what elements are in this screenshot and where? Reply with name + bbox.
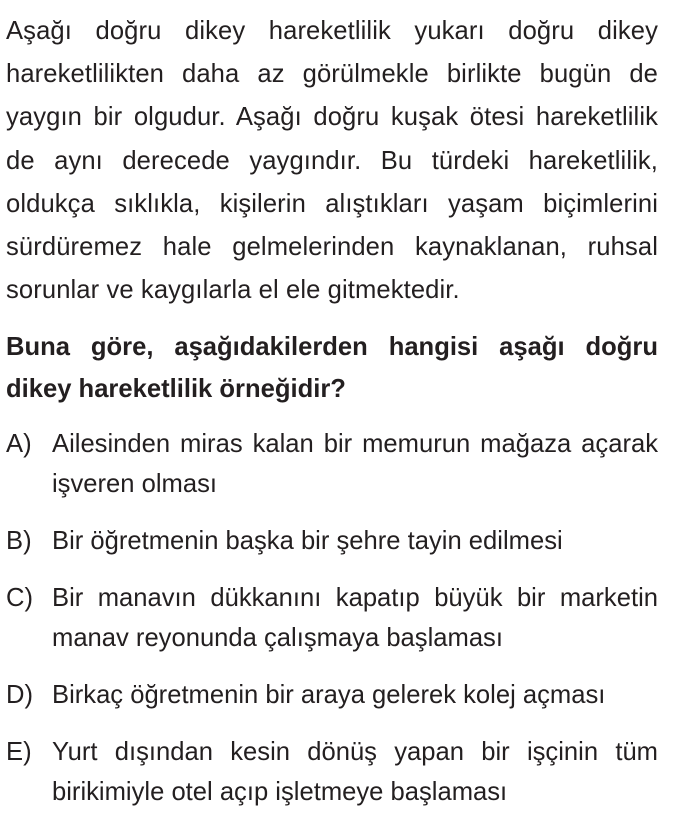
option-letter: D) [6,681,34,710]
option-d[interactable] [6,675,658,715]
option-text: Bir manavın dükkanını kapatıp büyük bir marketin manav reyonunda çalışmaya başlaması [52,584,658,653]
option-text: Birkaç öğretmenin bir araya gelerek kolej açması [52,681,606,710]
option-e[interactable] [6,732,658,812]
answer-options [6,424,658,812]
question-stem: Buna göre, aşağıdakilerden hangisi aşağı doğru dikey hareketlilik örneğidir? [6,333,658,404]
option-text: Ailesinden miras kalan bir memurun mağaza açarak işveren olması [52,430,658,499]
option-text: Yurt dışından kesin dönüş yapan bir işçinin tüm birikimiyle otel açıp işletmeye başlaması [52,738,658,807]
option-letter: C) [6,584,34,613]
option-a[interactable] [6,424,658,504]
question-page [6,0,658,829]
passage-text: Aşağı doğru dikey hareketlilik yukarı doğru dikey hareketlilikten daha az görülmekle birlikte bugün de yaygın bir olgudur. Aşağı doğru kuşak ötesi hareketlilik de aynı derecede yaygındır. Bu türdeki hareketlilik, oldukça sıklıkla, kişilerin alıştıkları yaşam biçimlerini sürdüremez hale gelmelerinden kaynaklanan, ruhsal sorunlar ve kaygılarla el ele gitmektedir. [6,17,658,305]
option-letter: B) [6,527,32,556]
option-letter: A) [6,430,32,459]
option-text: Bir öğretmenin başka bir şehre tayin edilmesi [52,527,563,556]
option-b[interactable] [6,521,658,561]
option-letter: E) [6,738,32,767]
option-c[interactable] [6,578,658,658]
